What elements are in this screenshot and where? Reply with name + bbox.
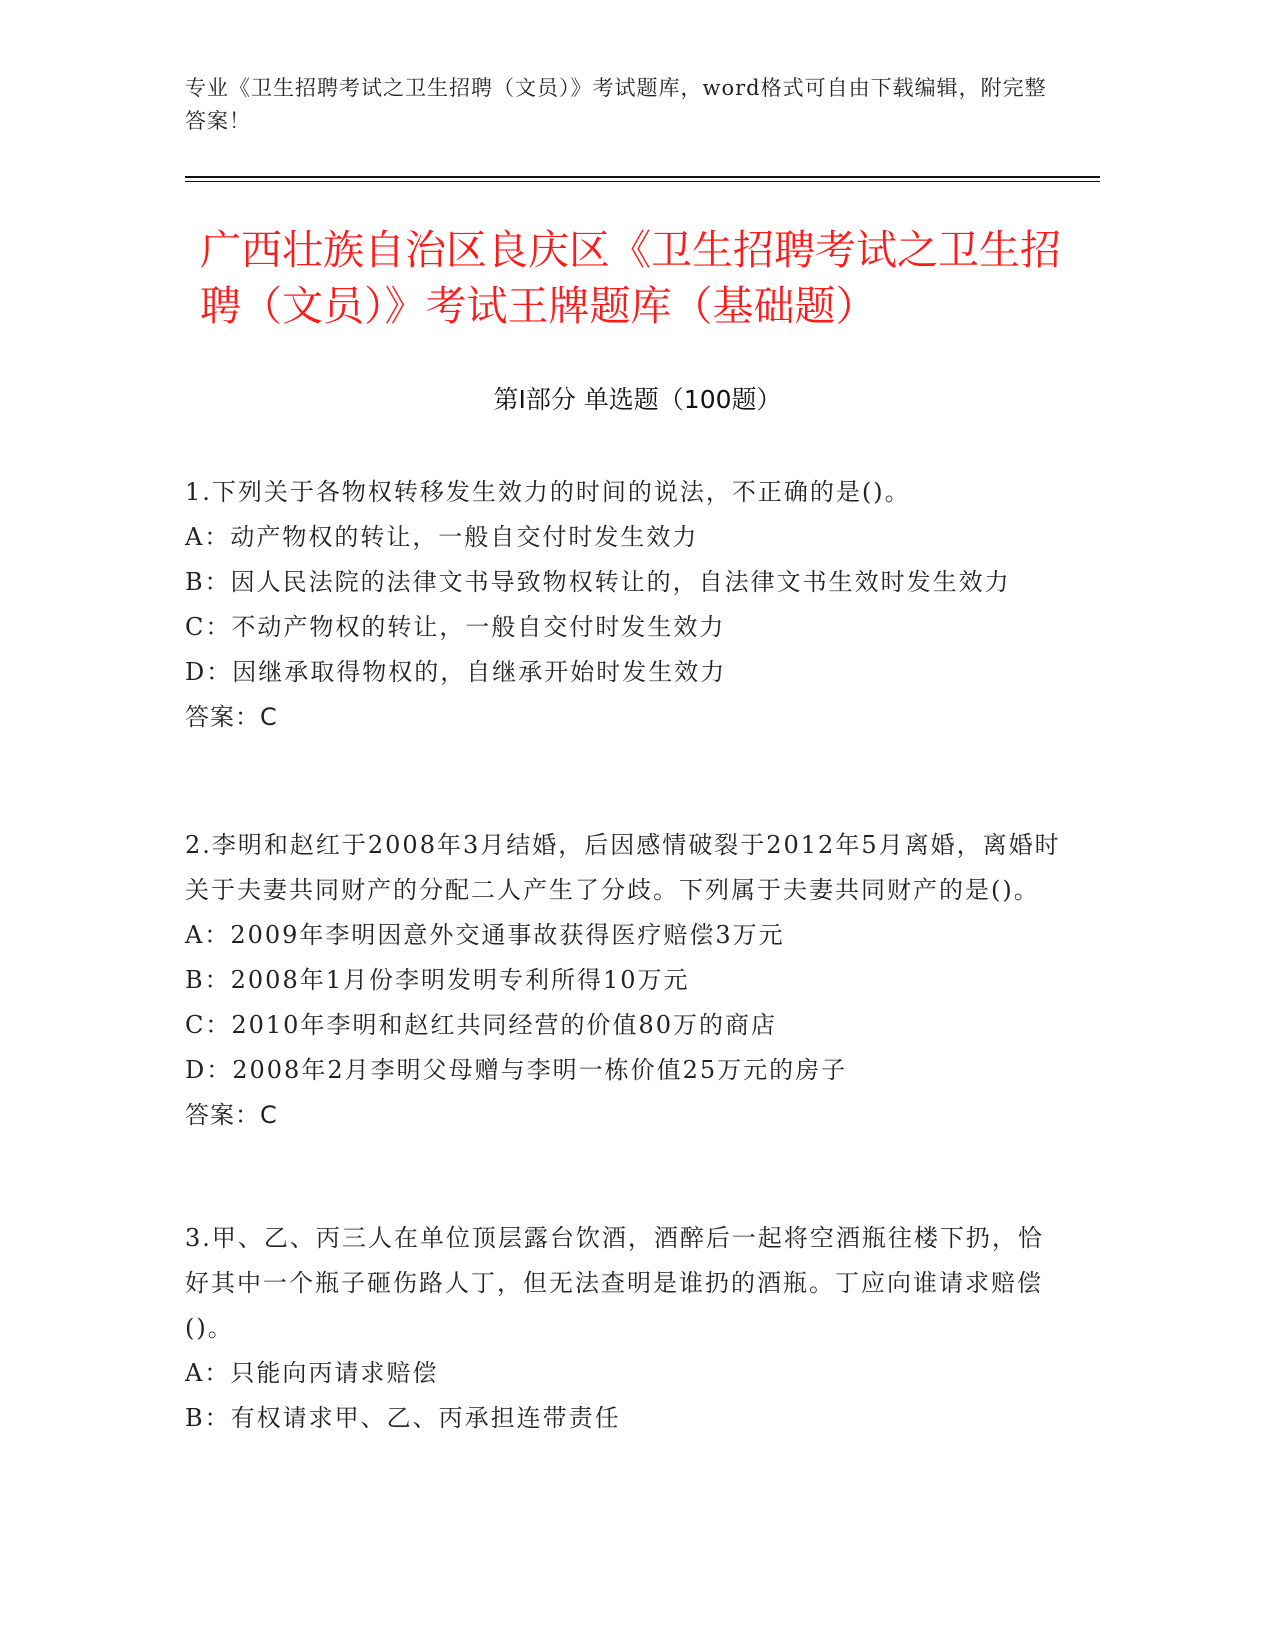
header-note: 专业《卫生招聘考试之卫生招聘（文员）》考试题库，word格式可自由下载编辑，附完整答案！ xyxy=(185,76,1047,133)
section-title: 第I部分 单选题（100题） xyxy=(493,385,782,414)
option-c: C：2010年李明和赵红共同经营的价值80万的商店 xyxy=(185,1011,777,1039)
option-a: A：2009年李明因意外交通事故获得医疗赔偿3万元 xyxy=(185,921,785,949)
option-c: C：不动产物权的转让，一般自交付时发生效力 xyxy=(185,613,726,641)
option-a: A：只能向丙请求赔偿 xyxy=(185,1359,439,1387)
header-rule-thick xyxy=(185,176,1100,178)
answer: 答案：C xyxy=(185,703,278,731)
document-title: 广西壮族自治区良庆区《卫生招聘考试之卫生招聘（文员）》考试王牌题库（基础题） xyxy=(200,226,1061,330)
question-1 xyxy=(185,470,1065,740)
option-a: A：动产物权的转让，一般自交付时发生效力 xyxy=(185,523,699,551)
option-b: B：有权请求甲、乙、丙承担连带责任 xyxy=(185,1404,621,1432)
question-2 xyxy=(185,823,1065,1138)
question-stem: 2.李明和赵红于2008年3月结婚，后因感情破裂于2012年5月离婚，离婚时关于夫妻共同财产的分配二人产生了分歧。下列属于夫妻共同财产的是()。 xyxy=(185,831,1061,904)
option-d: D：因继承取得物权的，自继承开始时发生效力 xyxy=(185,658,727,686)
option-b: B：2008年1月份李明发明专利所得10万元 xyxy=(185,966,690,994)
header-rule-thin xyxy=(185,181,1100,182)
option-b: B：因人民法院的法律文书导致物权转让的，自法律文书生效时发生效力 xyxy=(185,568,1011,596)
answer: 答案：C xyxy=(185,1101,278,1129)
question-stem: 3.甲、乙、丙三人在单位顶层露台饮酒，酒醉后一起将空酒瓶往楼下扔，恰好其中一个瓶子砸伤路人丁，但无法查明是谁扔的酒瓶。丁应向谁请求赔偿()。 xyxy=(185,1224,1044,1342)
question-3 xyxy=(185,1216,1065,1441)
option-d: D：2008年2月李明父母赠与李明一栋价值25万元的房子 xyxy=(185,1056,848,1084)
question-stem: 1.下列关于各物权转移发生效力的时间的说法，不正确的是()。 xyxy=(185,478,911,506)
